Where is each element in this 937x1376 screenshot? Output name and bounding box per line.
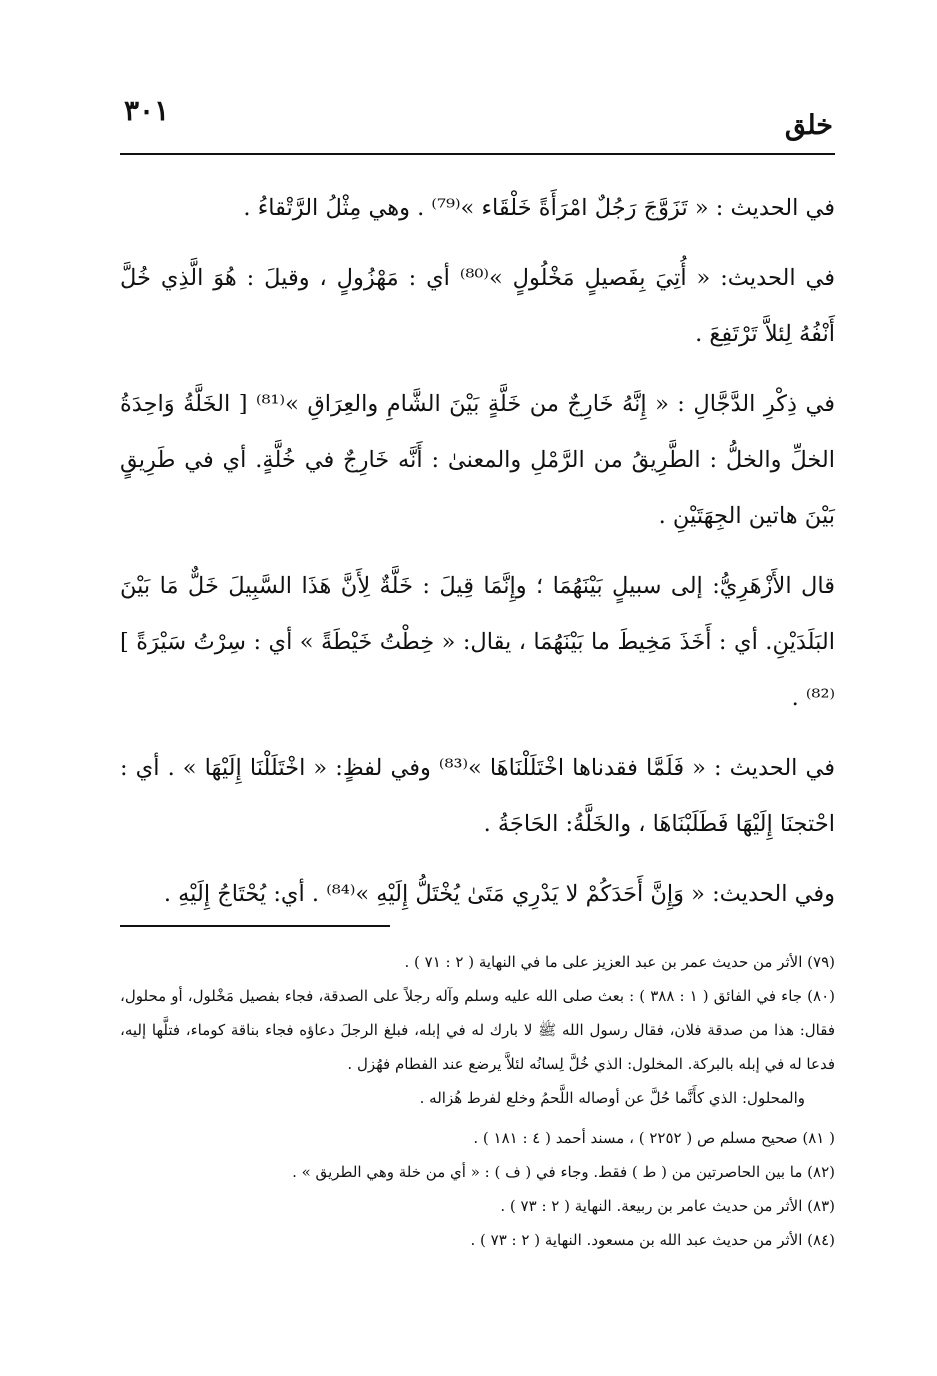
entry-title: خلق: [784, 110, 833, 141]
footnotes: [120, 945, 835, 1257]
footnote-79: (٧٩) الأثر من حديث عمر بن عبد العزيز على ما في النهاية ( ٢ : ٧١ ) .: [404, 953, 835, 971]
main-text: [120, 180, 835, 922]
page-number: ٣٠١: [124, 94, 170, 127]
footnote-81: ( ٨١) صحيح مسلم ص ( ٢٢٥٢ ) ، مسند أحمد ( ٤ : ١٨١ ) .: [473, 1129, 835, 1147]
footnote-80: (٨٠) جاء في الفائق ( ١ : ٣٨٨ ) : بعث صلى الله عليه وسلم وآله رجلاً على الصدقة، فجاء بفصيل مَخْلول، أو محلول، فقال: هذا من صدقة فلان، فقال رسول الله ﷺ لا بارك له في إبله، فبلغ الرجلَ دعاؤه فجاء بناقة كوماء، فتلَّها إليه، فدعا له في إبله بالبركة. المخلول: الذي خُلَّ لِسانُه لئلاَّ يرضع عند الفطام فهُزل .: [120, 987, 836, 1073]
paragraph: في الحديث: « أُتِيَ بِفَصيلٍ مَخْلُولٍ »⁽⁸⁰⁾ أي : مَهْزُولٍ ، وقيلَ : هُوَ الَّذِي خُلَّ أَنْفُهُ لِئلاَّ تَرْتَفِعَ .: [120, 265, 836, 347]
running-header: [120, 92, 835, 142]
footnote-80-continuation: والمحلول: الذي كأَنَّما حُلَّ عن أوصاله اللَّحمُ وخلع لفرط هُزاله .: [419, 1089, 805, 1107]
footnote-83: (٨٣) الأثر من حديث عامر بن ربيعة. النهاية ( ٢ : ٧٣ ) .: [500, 1197, 835, 1215]
paragraph: قال الأَزْهَرِيُّ: إلى سبيلٍ بَيْنَهُمَا ؛ وإِنَّمَا قِيلَ : خَلَّةٌ لِأَنَّ هَذَا السَّبِيلَ خَلٌّ مَا بَيْنَ البَلَدَيْنِ. أي : أَخَذَ مَخِيطَ ما بَيْنَهُمَا ، يقال: « خِطْتُ خَيْطَةً » أي : سِرْتُ سَيْرَةً ]⁽⁸²⁾ .: [120, 573, 835, 711]
paragraph: في الحديث : « تَزَوَّجَ رَجُلٌ امْرَأَةً خَلْقَاء »⁽⁷⁹⁾ . وهي مِثْلُ الرَّتْقاءُ .: [243, 195, 835, 221]
footnote-82: (٨٢) ما بين الحاصرتين من ( ط ) فقط. وجاء في ( ف ) : « أي من خلة وهي الطريق » .: [292, 1163, 835, 1181]
paragraph: في الحديث : « فَلَمَّا فقدناها اخْتَلَلْنَاهَا »⁽⁸³⁾ وفي لفظٍ: « اخْتَلَلْنَا إِلَيْهَا » . أي : احْتجنَا إِلَيْهَا فَطَلَبْنَاهَا ، والخَلَّةُ: الحَاجَةُ .: [120, 755, 836, 837]
header-rule: [120, 153, 835, 155]
paragraph: وفي الحديث: « وَإِنَّ أَحَدَكُمْ لا يَدْرِي مَتَىٰ يُخْتَلُّ إِلَيْهِ »⁽⁸⁴⁾ . أي: يُحْتَاجُ إِلَيْهِ .: [163, 881, 835, 907]
book-page: [120, 0, 835, 1376]
footnote-84: (٨٤) الأثر من حديث عبد الله بن مسعود. النهاية ( ٢ : ٧٣ ) .: [470, 1231, 835, 1249]
footnote-rule: [120, 925, 390, 927]
paragraph: في ذِكْرِ الدَّجَّالِ : « إِنَّهُ خَارِجٌ من خَلَّةٍ بَيْنَ الشَّامِ والعِرَاقِ »⁽⁸¹⁾ [ الخَلَّةُ وَاحِدَةُ الخلِّ والخلُّ : الطَّرِيقُ من الرَّمْلِ والمعنىٰ : أَنَّه خَارِجٌ في خُلَّةٍ. أي في طَرِيقٍ بَيْنَ هاتين الجِهَتَيْنِ .: [120, 391, 835, 529]
